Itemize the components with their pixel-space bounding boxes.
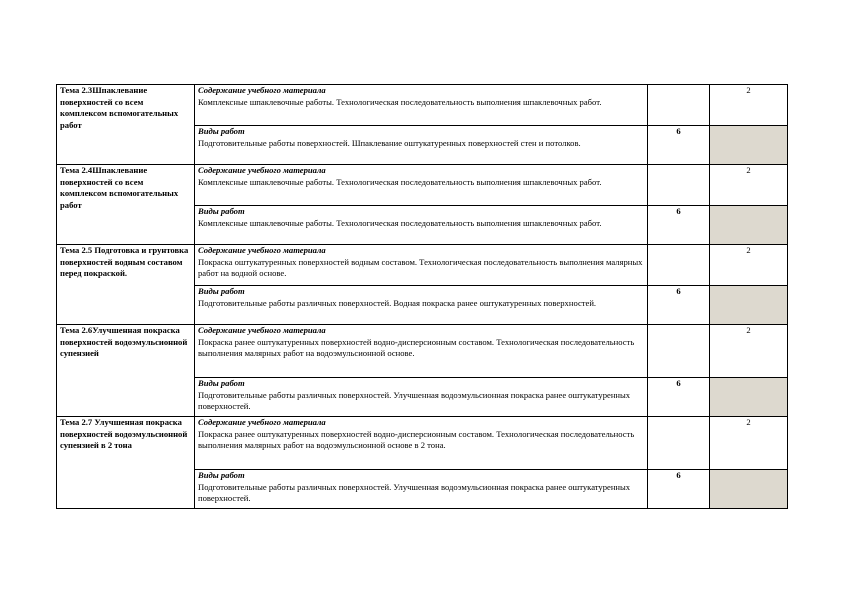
hours-cell <box>648 417 710 470</box>
topic-title: Тема 2.4Шпаклевание поверхностей со всем комплексом вспомогательных работ <box>57 165 195 245</box>
table-row <box>57 417 788 470</box>
hours-cell <box>648 325 710 378</box>
content-heading: Содержание учебного материала <box>198 85 326 95</box>
level-value: 2 <box>710 417 788 470</box>
content-heading: Содержание учебного материала <box>198 325 326 335</box>
shaded-cell <box>710 470 788 509</box>
table-row <box>57 165 788 206</box>
works-text: Подготовительные работы различных поверхностей. Улучшенная водоэмульсионная покраска ранее оштукатуренных поверхностей. <box>198 389 631 412</box>
shaded-cell <box>710 206 788 245</box>
content-cell <box>195 85 648 126</box>
works-text: Комплексные шпаклевочные работы. Технологическая последовательность выполнения шпаклевочных работ. <box>198 217 602 228</box>
hours-cell <box>648 165 710 206</box>
level-value: 2 <box>710 85 788 126</box>
hours-value: 6 <box>648 470 710 509</box>
shaded-cell <box>710 126 788 165</box>
content-heading: Содержание учебного материала <box>198 417 326 427</box>
works-cell <box>195 206 648 245</box>
works-text: Подготовительные работы различных поверхностей. Водная покраска ранее оштукатуренных поверхностей. <box>198 297 597 308</box>
hours-cell <box>648 245 710 286</box>
shaded-cell <box>710 286 788 325</box>
level-value: 2 <box>710 165 788 206</box>
works-cell <box>195 126 648 165</box>
content-text: Покраска ранее оштукатуренных поверхностей водно-дисперсионным составом. Технологическая последовательность выполнения малярных работ на водоэмульсионной основе. <box>198 336 635 359</box>
works-heading: Виды работ <box>198 206 245 216</box>
hours-value: 6 <box>648 286 710 325</box>
content-text: Покраска ранее оштукатуренных поверхностей водно-дисперсионным составом. Технологическая последовательность выполнения малярных работ на водоэмульсионной основе в 2 тона. <box>198 428 635 451</box>
topic-title: Тема 2.7 Улучшенная покраска поверхностей водоэмульсионной супензией в 2 тона <box>57 417 195 509</box>
hours-cell <box>648 85 710 126</box>
table-row <box>57 85 788 126</box>
shaded-cell <box>710 378 788 417</box>
content-cell <box>195 417 648 470</box>
works-cell <box>195 286 648 325</box>
topic-title: Тема 2.5 Подготовка и грунтовка поверхностей водным составом перед покраской. <box>57 245 195 325</box>
topic-title: Тема 2.3Шпаклевание поверхностей со всем комплексом вспомогательных работ <box>57 85 195 165</box>
level-value: 2 <box>710 325 788 378</box>
works-heading: Виды работ <box>198 470 245 480</box>
hours-value: 6 <box>648 126 710 165</box>
works-text: Подготовительные работы поверхностей. Шпаклевание оштукатуренных поверхностей стен и потолков. <box>198 137 581 148</box>
topic-title: Тема 2.6Улучшенная покраска поверхностей водоэмульсионной супензией <box>57 325 195 417</box>
content-heading: Содержание учебного материала <box>198 245 326 255</box>
works-heading: Виды работ <box>198 126 245 136</box>
works-cell <box>195 470 648 509</box>
works-heading: Виды работ <box>198 378 245 388</box>
content-cell <box>195 245 648 286</box>
works-heading: Виды работ <box>198 286 245 296</box>
content-text: Комплексные шпаклевочные работы. Технологическая последовательность выполнения шпаклевочных работ. <box>198 96 602 107</box>
hours-value: 6 <box>648 206 710 245</box>
works-text: Подготовительные работы различных поверхностей. Улучшенная водоэмульсионная покраска ранее оштукатуренных поверхностей. <box>198 481 631 504</box>
hours-value: 6 <box>648 378 710 417</box>
level-value: 2 <box>710 245 788 286</box>
content-cell <box>195 165 648 206</box>
table-row <box>57 245 788 286</box>
content-text: Комплексные шпаклевочные работы. Технологическая последовательность выполнения шпаклевочных работ. <box>198 176 602 187</box>
curriculum-table <box>56 84 788 509</box>
content-heading: Содержание учебного материала <box>198 165 326 175</box>
works-cell <box>195 378 648 417</box>
content-text: Покраска оштукатуренных поверхностей водным составом. Технологическая последовательность выполнения малярных работ на водной основе. <box>198 256 643 279</box>
table-row <box>57 325 788 378</box>
content-cell <box>195 325 648 378</box>
